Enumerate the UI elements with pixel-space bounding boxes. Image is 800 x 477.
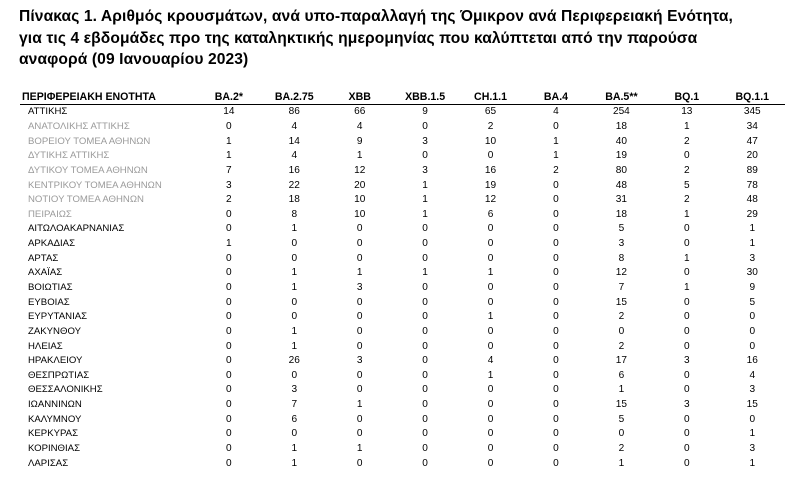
- region-cell: ΑΡΤΑΣ: [28, 252, 59, 264]
- case-count-cell: 19: [615, 150, 627, 162]
- caption-line-2: για τις 4 εβδομάδες προ της καταληκτικής ημερομηνίας που καλύπτεται από την παρούσα: [19, 29, 698, 47]
- table-row: [20, 398, 785, 413]
- case-count-cell: 1: [291, 340, 298, 352]
- case-count-cell: 2: [487, 120, 494, 132]
- case-count-cell: 4: [553, 106, 559, 118]
- case-count-cell: 345: [743, 106, 761, 118]
- case-count-cell: 0: [553, 267, 559, 279]
- case-count-cell: 0: [291, 252, 298, 264]
- case-count-cell: 0: [356, 238, 363, 250]
- case-count-cell: 0: [356, 223, 363, 235]
- region-cell: ΒΟΙΩΤΙΑΣ: [28, 282, 73, 293]
- region-cell: ΗΡΑΚΛΕΙΟΥ: [28, 355, 83, 367]
- case-count-cell: 16: [746, 355, 758, 367]
- table-body: [20, 105, 785, 472]
- case-count-cell: 0: [226, 399, 232, 411]
- case-count-cell: 22: [288, 179, 300, 191]
- case-count-cell: 40: [615, 135, 627, 147]
- case-count-cell: 0: [683, 428, 690, 440]
- case-count-cell: 0: [356, 428, 363, 440]
- column-header: BQ.1.1: [720, 90, 785, 105]
- case-count-cell: 0: [422, 223, 428, 235]
- case-count-cell: 0: [291, 369, 298, 381]
- column-header: CH.1.1: [458, 90, 523, 105]
- case-count-cell: 0: [683, 457, 690, 469]
- case-count-cell: 1: [291, 267, 298, 279]
- case-count-cell: 0: [356, 369, 363, 381]
- case-count-cell: 1: [553, 150, 559, 162]
- table-caption: [19, 6, 789, 71]
- table-row: [20, 339, 785, 354]
- case-count-cell: 3: [749, 252, 756, 264]
- case-count-cell: 0: [683, 238, 690, 250]
- case-count-cell: 7: [291, 399, 298, 411]
- case-count-cell: 6: [618, 369, 625, 381]
- case-count-cell: 3: [618, 238, 625, 250]
- case-count-cell: 9: [422, 106, 428, 118]
- case-count-cell: 1: [618, 384, 625, 396]
- case-count-cell: 29: [746, 208, 758, 220]
- case-count-cell: 0: [553, 384, 559, 396]
- column-header: BA.4: [523, 90, 588, 105]
- region-cell: ΑΡΚΑΔΙΑΣ: [28, 238, 75, 250]
- caption-line-1: Πίνακας 1. Αριθμός κρουσμάτων, ανά υπο-παραλλαγή της Όμικρον ανά Περιφερειακή Ενότητα,: [19, 8, 733, 25]
- case-count-cell: 1: [226, 150, 232, 162]
- case-count-cell: 1: [683, 282, 690, 293]
- case-count-cell: 0: [422, 369, 428, 381]
- table-row: [20, 251, 785, 266]
- case-count-cell: 1: [553, 135, 559, 147]
- case-count-cell: 0: [422, 252, 428, 264]
- case-count-cell: 10: [484, 135, 497, 147]
- case-count-cell: 2: [683, 164, 690, 176]
- case-count-cell: 1: [291, 282, 298, 293]
- case-count-cell: 0: [618, 428, 625, 440]
- region-cell: ΝΟΤΙΟΥ ΤΟΜΕΑ ΑΘΗΝΩΝ: [28, 194, 144, 206]
- case-count-cell: 4: [356, 120, 363, 132]
- case-count-cell: 31: [615, 194, 627, 206]
- case-count-cell: 12: [484, 194, 497, 206]
- case-count-cell: 0: [683, 384, 690, 396]
- region-cell: ΚΟΡΙΝΘΙΑΣ: [28, 443, 81, 455]
- case-count-cell: 3: [226, 179, 232, 191]
- table-row: [20, 193, 785, 208]
- case-count-cell: 48: [746, 194, 758, 206]
- case-count-cell: 0: [553, 428, 559, 440]
- case-count-cell: 0: [487, 340, 494, 352]
- case-count-cell: 8: [618, 252, 625, 264]
- case-count-cell: 2: [683, 135, 690, 147]
- case-count-cell: 0: [422, 311, 428, 323]
- case-count-cell: 0: [422, 325, 428, 337]
- case-count-cell: 18: [615, 208, 627, 220]
- case-count-cell: 4: [749, 369, 756, 381]
- case-count-cell: 0: [356, 384, 363, 396]
- table-row: [20, 120, 785, 135]
- case-count-cell: 0: [553, 120, 559, 132]
- column-header: XBB.1.5: [392, 90, 457, 105]
- region-cell: ΔΥΤΙΚΗΣ ΑΤΤΙΚΗΣ: [28, 150, 110, 162]
- case-count-cell: 2: [618, 311, 625, 323]
- case-count-cell: 19: [484, 179, 497, 191]
- table-row: [20, 266, 785, 281]
- table-row: [20, 178, 785, 193]
- case-count-cell: 0: [226, 120, 232, 132]
- case-count-cell: 47: [746, 135, 758, 147]
- column-header: BA.2*: [196, 90, 261, 105]
- region-cell: ΕΥΡΥΤΑΝΙΑΣ: [28, 311, 88, 323]
- case-count-cell: 15: [746, 399, 758, 411]
- case-count-cell: 20: [354, 179, 366, 191]
- case-count-cell: 0: [226, 325, 232, 337]
- case-count-cell: 13: [681, 106, 693, 118]
- case-count-cell: 0: [618, 325, 625, 337]
- region-cell: ΠΕΙΡΑΙΩΣ: [28, 208, 72, 220]
- case-count-cell: 18: [615, 120, 627, 132]
- table-row: [20, 134, 785, 149]
- case-count-cell: 0: [226, 413, 232, 425]
- table-row: [20, 354, 785, 369]
- region-cell: ΚΑΛΥΜΝΟΥ: [28, 413, 82, 425]
- case-count-cell: 7: [226, 164, 232, 176]
- column-header: ΠΕΡΙΦΕΡΕΙΑΚΗ ΕΝΟΤΗΤΑ: [20, 90, 196, 105]
- case-count-cell: 1: [291, 223, 298, 235]
- case-count-cell: 0: [683, 223, 690, 235]
- case-count-cell: 0: [291, 238, 298, 250]
- region-cell: ΘΕΣΣΑΛΟΝΙΚΗΣ: [28, 384, 103, 396]
- case-count-cell: 0: [422, 296, 428, 308]
- case-count-cell: 7: [618, 282, 625, 293]
- case-count-cell: 1: [487, 369, 494, 381]
- case-count-cell: 0: [422, 457, 428, 469]
- case-count-cell: 1: [356, 150, 363, 162]
- case-count-cell: 0: [553, 457, 559, 469]
- case-count-cell: 0: [356, 457, 363, 469]
- case-count-cell: 66: [354, 106, 366, 118]
- case-count-cell: 0: [226, 355, 232, 367]
- case-count-cell: 17: [615, 355, 627, 367]
- case-count-cell: 16: [484, 164, 497, 176]
- case-count-cell: 1: [749, 223, 756, 235]
- case-count-cell: 0: [487, 443, 494, 455]
- case-count-cell: 18: [288, 194, 300, 206]
- case-count-cell: 0: [356, 296, 363, 308]
- region-cell: ΒΟΡΕΙΟΥ ΤΟΜΕΑ ΑΘΗΝΩΝ: [28, 135, 151, 147]
- case-count-cell: 26: [288, 355, 300, 367]
- case-count-cell: 0: [683, 413, 690, 425]
- region-cell: ΙΩΑΝΝΙΝΩΝ: [28, 399, 82, 411]
- case-count-cell: 0: [291, 296, 298, 308]
- case-count-cell: 80: [615, 164, 627, 176]
- case-count-cell: 4: [291, 120, 298, 132]
- case-count-cell: 0: [553, 282, 559, 293]
- case-count-cell: 0: [226, 252, 232, 264]
- region-cell: ΗΛΕΙΑΣ: [28, 340, 63, 352]
- case-count-cell: 0: [422, 443, 428, 455]
- table-row: [20, 164, 785, 179]
- case-count-cell: 0: [683, 267, 690, 279]
- case-count-cell: 0: [226, 428, 232, 440]
- case-count-cell: 1: [291, 443, 298, 455]
- case-count-cell: 0: [226, 267, 232, 279]
- case-count-cell: 65: [484, 106, 497, 118]
- case-count-cell: 2: [618, 443, 625, 455]
- case-count-cell: 0: [553, 399, 559, 411]
- case-count-cell: 0: [553, 325, 559, 337]
- region-cell: ΘΕΣΠΡΩΤΙΑΣ: [28, 369, 90, 381]
- case-count-cell: 0: [422, 428, 428, 440]
- region-cell: ΕΥΒΟΙΑΣ: [28, 296, 70, 308]
- case-count-cell: 9: [749, 282, 756, 293]
- case-count-cell: 254: [612, 106, 630, 118]
- table-row: [20, 281, 785, 296]
- case-count-cell: 0: [291, 311, 298, 323]
- case-count-cell: 20: [746, 150, 758, 162]
- case-count-cell: 78: [746, 179, 758, 191]
- case-count-cell: 0: [226, 443, 232, 455]
- case-count-cell: 0: [422, 282, 428, 293]
- case-count-cell: 0: [422, 340, 428, 352]
- case-count-cell: 2: [553, 164, 559, 176]
- case-count-cell: 0: [683, 369, 690, 381]
- case-count-cell: 1: [422, 194, 428, 206]
- case-count-cell: 0: [487, 150, 494, 162]
- case-count-cell: 6: [487, 208, 494, 220]
- table-row: [20, 325, 785, 340]
- case-count-cell: 0: [553, 194, 559, 206]
- case-count-cell: 0: [553, 311, 559, 323]
- case-count-cell: 1: [683, 208, 690, 220]
- case-count-cell: 0: [226, 340, 232, 352]
- case-count-cell: 0: [683, 443, 690, 455]
- case-count-cell: 0: [553, 443, 559, 455]
- table-row: [20, 412, 785, 427]
- case-count-cell: 0: [749, 413, 756, 425]
- table-row: [20, 456, 785, 471]
- case-count-cell: 1: [749, 428, 756, 440]
- case-count-cell: 0: [487, 325, 494, 337]
- case-count-cell: 0: [553, 179, 559, 191]
- case-count-cell: 89: [746, 164, 758, 176]
- case-count-cell: 0: [226, 296, 232, 308]
- region-cell: ΚΕΡΚΥΡΑΣ: [28, 428, 79, 440]
- case-count-cell: 1: [683, 252, 690, 264]
- region-cell: ΑΤΤΙΚΗΣ: [28, 106, 68, 118]
- case-count-cell: 1: [422, 179, 428, 191]
- case-count-cell: 1: [226, 135, 232, 147]
- table-row: [20, 207, 785, 222]
- case-count-cell: 9: [356, 135, 363, 147]
- region-cell: ΔΥΤΙΚΟΥ ΤΟΜΕΑ ΑΘΗΝΩΝ: [28, 164, 148, 176]
- case-count-cell: 8: [291, 208, 298, 220]
- column-header: BA.2.75: [262, 90, 327, 105]
- case-count-cell: 0: [683, 325, 690, 337]
- table-row: [20, 105, 785, 120]
- case-count-cell: 30: [746, 267, 758, 279]
- case-count-cell: 0: [422, 355, 428, 367]
- case-count-cell: 2: [683, 194, 690, 206]
- case-count-cell: 0: [553, 252, 559, 264]
- case-count-cell: 14: [223, 106, 235, 118]
- table-row: [20, 310, 785, 325]
- case-count-cell: 1: [356, 399, 363, 411]
- case-count-cell: 6: [291, 413, 298, 425]
- case-count-cell: 0: [487, 428, 494, 440]
- case-count-cell: 2: [226, 194, 232, 206]
- case-count-cell: 1: [422, 267, 428, 279]
- case-count-cell: 3: [683, 355, 690, 367]
- case-count-cell: 0: [487, 457, 494, 469]
- case-count-cell: 0: [683, 150, 690, 162]
- table-row: [20, 222, 785, 237]
- case-count-cell: 0: [226, 223, 232, 235]
- case-count-cell: 0: [487, 296, 494, 308]
- case-count-cell: 0: [683, 311, 690, 323]
- case-count-cell: 0: [291, 428, 298, 440]
- case-count-cell: 0: [553, 223, 559, 235]
- table-row: [20, 369, 785, 384]
- case-count-cell: 0: [487, 252, 494, 264]
- case-count-cell: 0: [422, 384, 428, 396]
- case-count-cell: 0: [487, 413, 494, 425]
- case-count-cell: 0: [553, 208, 559, 220]
- region-cell: ΑΝΑΤΟΛΙΚΗΣ ΑΤΤΙΚΗΣ: [28, 120, 130, 132]
- case-count-cell: 4: [487, 355, 494, 367]
- case-count-cell: 5: [683, 179, 690, 191]
- case-count-cell: 5: [618, 413, 625, 425]
- case-count-cell: 0: [356, 252, 363, 264]
- case-count-cell: 1: [356, 267, 363, 279]
- column-header: BQ.1: [654, 90, 719, 105]
- table-header-row: [20, 90, 785, 105]
- region-cell: ΛΑΡΙΣΑΣ: [28, 457, 69, 469]
- case-count-cell: 14: [288, 135, 300, 147]
- case-count-cell: 0: [226, 311, 232, 323]
- table-row: [20, 295, 785, 310]
- case-count-cell: 12: [615, 267, 627, 279]
- case-count-cell: 0: [422, 413, 428, 425]
- case-count-cell: 1: [487, 267, 494, 279]
- case-count-cell: 12: [354, 164, 366, 176]
- case-count-cell: 1: [618, 457, 625, 469]
- case-count-cell: 0: [553, 413, 559, 425]
- case-count-cell: 0: [226, 208, 232, 220]
- case-count-cell: 0: [226, 282, 232, 293]
- case-count-cell: 0: [487, 223, 494, 235]
- case-count-cell: 0: [487, 384, 494, 396]
- case-count-cell: 0: [553, 355, 559, 367]
- case-count-cell: 5: [749, 296, 756, 308]
- case-count-cell: 48: [615, 179, 627, 191]
- case-count-cell: 3: [683, 399, 690, 411]
- case-count-cell: 0: [422, 238, 428, 250]
- case-count-cell: 3: [749, 443, 756, 455]
- case-count-cell: 3: [422, 164, 428, 176]
- case-count-cell: 0: [487, 399, 494, 411]
- case-count-cell: 0: [487, 238, 494, 250]
- table-row: [20, 442, 785, 457]
- region-cell: ΑΙΤΩΛΟΑΚΑΡΝΑΝΙΑΣ: [28, 223, 125, 235]
- case-count-cell: 1: [422, 208, 428, 220]
- case-count-cell: 0: [422, 120, 428, 132]
- case-count-cell: 1: [749, 457, 756, 469]
- cases-table: [20, 90, 785, 471]
- case-count-cell: 3: [356, 355, 363, 367]
- case-count-cell: 3: [356, 282, 363, 293]
- table-row: [20, 427, 785, 442]
- case-count-cell: 0: [226, 369, 232, 381]
- case-count-cell: 0: [356, 340, 363, 352]
- region-cell: ΖΑΚΥΝΘΟΥ: [28, 325, 81, 337]
- case-count-cell: 1: [749, 238, 756, 250]
- case-count-cell: 0: [422, 399, 428, 411]
- case-count-cell: 10: [354, 208, 366, 220]
- case-count-cell: 1: [226, 238, 232, 250]
- case-count-cell: 0: [553, 340, 559, 352]
- case-count-cell: 0: [487, 282, 494, 293]
- case-count-cell: 0: [683, 340, 690, 352]
- case-count-cell: 3: [291, 384, 298, 396]
- table-row: [20, 149, 785, 164]
- case-count-cell: 1: [291, 325, 298, 337]
- caption-line-3: αναφορά (09 Ιανουαρίου 2023): [19, 51, 249, 68]
- region-cell: ΚΕΝΤΡΙΚΟΥ ΤΟΜΕΑ ΑΘΗΝΩΝ: [28, 179, 162, 191]
- case-count-cell: 0: [226, 384, 232, 396]
- case-count-cell: 0: [356, 311, 363, 323]
- case-count-cell: 1: [291, 457, 298, 469]
- case-count-cell: 0: [749, 325, 756, 337]
- case-count-cell: 86: [288, 106, 300, 118]
- case-count-cell: 4: [291, 150, 298, 162]
- case-count-cell: 1: [356, 443, 363, 455]
- case-count-cell: 34: [746, 120, 758, 132]
- case-count-cell: 2: [618, 340, 625, 352]
- case-count-cell: 0: [553, 238, 559, 250]
- case-count-cell: 0: [683, 296, 690, 308]
- column-header: BA.5**: [589, 90, 654, 105]
- case-count-cell: 0: [553, 296, 559, 308]
- case-count-cell: 10: [354, 194, 366, 206]
- case-count-cell: 0: [749, 311, 756, 323]
- case-count-cell: 0: [356, 325, 363, 337]
- case-count-cell: 16: [288, 164, 300, 176]
- table-row: [20, 383, 785, 398]
- case-count-cell: 3: [749, 384, 756, 396]
- region-cell: ΑΧΑΪΑΣ: [28, 267, 63, 279]
- case-count-cell: 0: [422, 150, 428, 162]
- case-count-cell: 5: [618, 223, 625, 235]
- case-count-cell: 0: [356, 413, 363, 425]
- case-count-cell: 15: [615, 296, 627, 308]
- case-count-cell: 0: [226, 457, 232, 469]
- case-count-cell: 0: [749, 340, 756, 352]
- case-count-cell: 1: [487, 311, 494, 323]
- case-count-cell: 0: [553, 369, 559, 381]
- case-count-cell: 1: [683, 120, 690, 132]
- case-count-cell: 15: [615, 399, 627, 411]
- column-header: XBB: [327, 90, 392, 105]
- case-count-cell: 3: [422, 135, 428, 147]
- table-row: [20, 237, 785, 252]
